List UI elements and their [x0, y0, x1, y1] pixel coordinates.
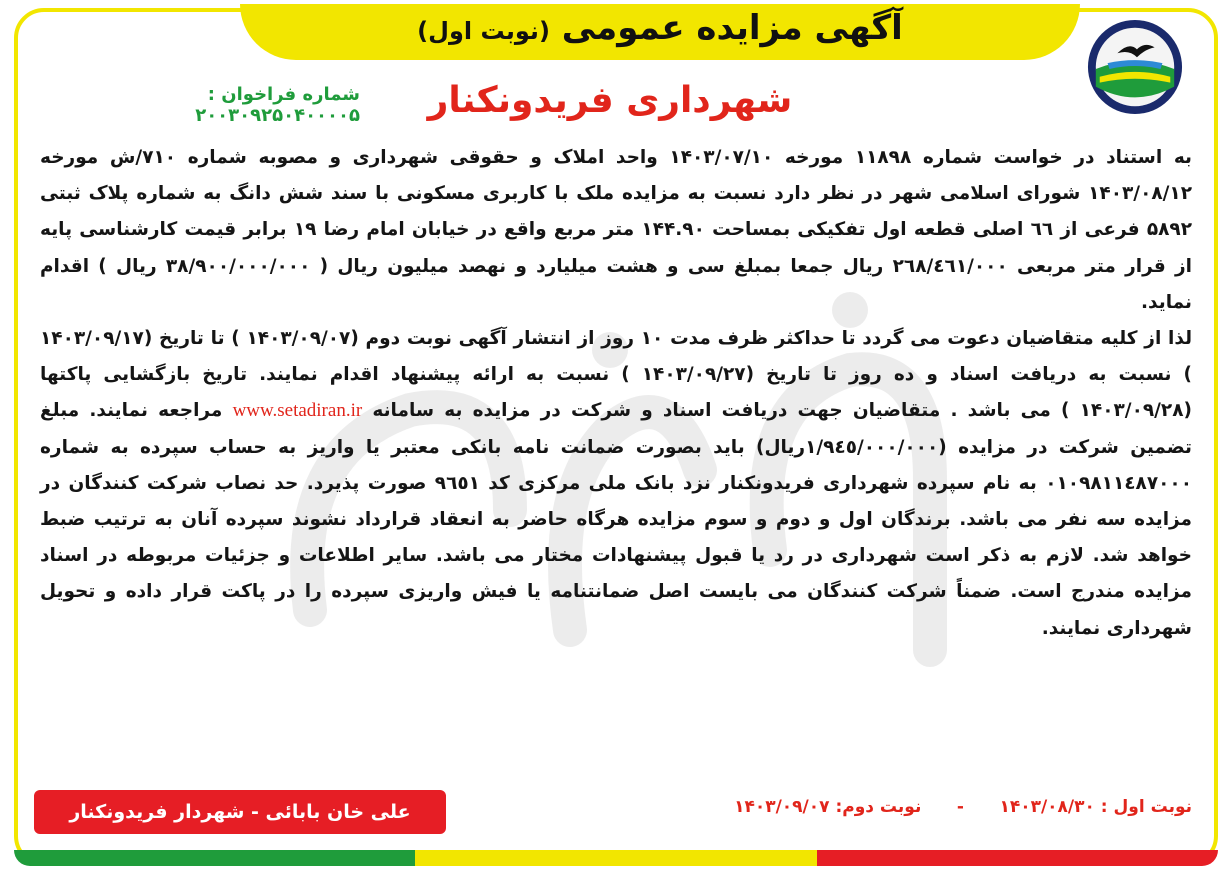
paragraph-2	[40, 321, 1192, 647]
organization-name: شهرداری فریدونکنار	[427, 80, 793, 121]
publication-dates	[690, 797, 1192, 817]
call-number	[40, 84, 360, 126]
call-number-value: ۲۰۰۳۰۹۲۵۰۴۰۰۰۰۵	[195, 105, 360, 126]
paragraph-2-part-2: مراجعه نمایند. مبلغ تضمین شرکت در مزایده (۱/۹٤٥/۰۰۰/۰۰۰ریال) باید بصورت ضمانت نامه بانکی معتبر یا واریز به حساب سپرده به شماره ۰۱۰۹۸۱۱٤۸۷۰۰۰ به نام سپرده شهرداری فریدونکنار نزد بانک ملی مرکزی کد ۹٦٥۱ صورت پذیرد. حد نصاب شرکت کنندگان در مزایده سه نفر می باشد. برندگان اول و دوم و سوم مزایده هرگاه حاضر به انعقاد قرارداد نشوند سپرده آنان به ترتیب ضبط خواهد شد. لازم به ذکر است شهرداری در رد یا قبول پیشنهادات مختار می باشد. سایر اطلاعات و جزئیات مربوطه در اسناد مزایده مندرج است. ضمناً شرکت کنندگان می بایست اصل ضمانتنامه یا فیش واریزی سپرده را در پاکت قرار داده و تحویل شهرداری نمایند.	[40, 400, 1192, 639]
notice-body	[40, 140, 1192, 647]
title-text: آگهی مزایده عمومی	[561, 8, 903, 48]
second-round-label: نوبت دوم:	[835, 797, 922, 817]
first-round-date: ۱۴۰۳/۰۸/۳۰	[999, 797, 1095, 817]
first-round-label: نوبت اول :	[1100, 797, 1192, 817]
signature-text: علی خان بابائی - شهردار فریدونکنار	[69, 801, 411, 823]
call-number-label: شماره فراخوان :	[207, 84, 360, 105]
tricolor-strip	[14, 850, 1218, 866]
page-title	[240, 8, 1080, 48]
website-link[interactable]: www.setadiran.ir	[232, 400, 363, 422]
paragraph-1: به استناد در خواست شماره ۱۱۸۹۸ مورخه ۱۴۰۳/۰۷/۱۰ واحد املاک و حقوقی شهرداری و مصوبه شماره ۷۱۰/ش مورخه ۱۴۰۳/۰۸/۱۲ شورای اسلامی شهر در نظر دارد نسبت به مزایده ملک با کاربری مسکونی با سند شش دانگ به شماره پلاک ثبتی ۵۸۹۲ فرعی از ٦٦ اصلی قطعه اول تفکیکی بمساحت ۱۴۴.۹۰ متر مربع واقع در خیابان امام رضا ۱۹ برابر قیمت کارشناسی پایه از قرار متر مربعی ۲٦۸/٤٦۱/۰۰۰ ریال جمعا بمبلغ سی و هشت میلیارد و نهصد میلیون ریال ( ۳۸/۹۰۰/۰۰۰/۰۰۰ ریال ) اقدام نماید.	[40, 147, 1193, 313]
bird-emblem-icon	[1086, 18, 1184, 116]
date-separator: -	[956, 797, 964, 817]
signature-box	[34, 790, 446, 834]
paragraph-2-part-1: لذا از کلیه متقاضیان دعوت می گردد تا حداکثر ظرف مدت ۱۰ روز از انتشار آگهی نوبت دوم (۱۴۰۳/۰۹/۰۷ ) تا تاریخ (۱۴۰۳/۰۹/۱۷ ) نسبت به دریافت اسناد و ده روز تا تاریخ (۱۴۰۳/۰۹/۲۷ ) نسبت به ارائه پیشنهاد اقدام نمایند. تاریخ بازگشایی پاکتها (۱۴۰۳/۰۹/۲۸ ) می باشد . متقاضیان جهت دریافت اسناد و شرکت در مزایده به سامانه	[40, 328, 1193, 422]
second-round-date: ۱۴۰۳/۰۹/۰۷	[734, 797, 830, 817]
title-suffix: (نوبت اول)	[417, 17, 550, 45]
